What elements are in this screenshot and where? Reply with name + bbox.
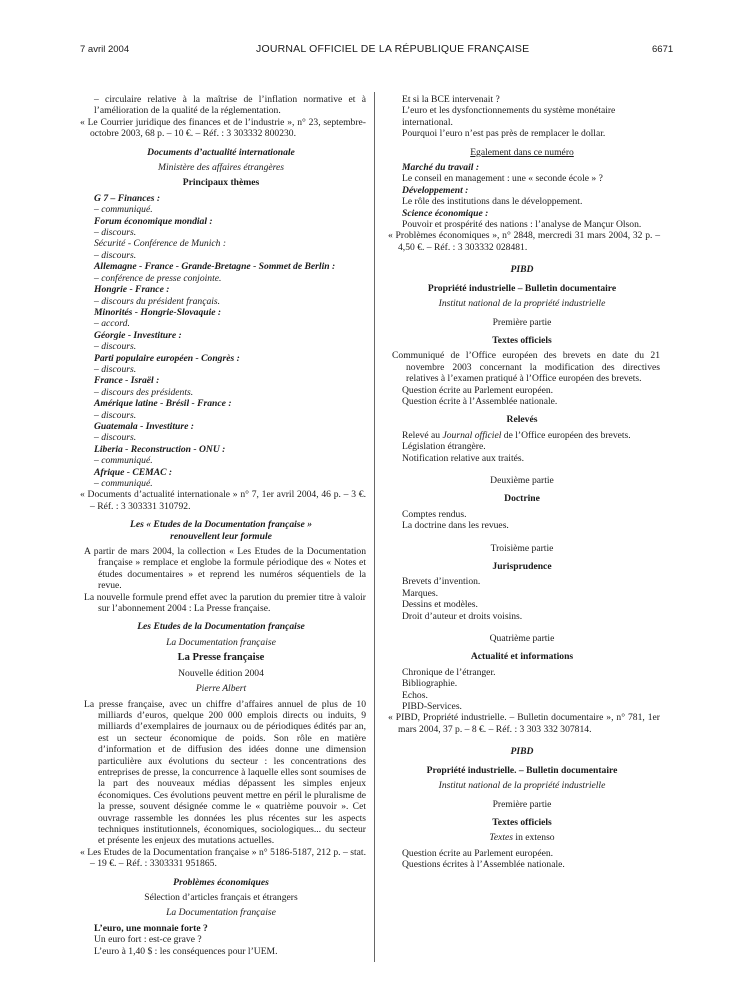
courrier-juridique-ref: « Le Courrier juridique des finances et de l’industrie », n° 23, septembre-octobre 2003, 68 p. – 10 €. – Réf. : 3 303332 800230. xyxy=(80,116,366,140)
part-label: Quatrième partie xyxy=(489,633,555,645)
also-item: Le conseil en management : une « seconde école » ? xyxy=(402,173,603,185)
pe-title: Problèmes économiques xyxy=(173,876,269,888)
theme-item: – conférence de presse conjointe. xyxy=(94,272,222,284)
releve-text: de l’Office européen des brevets. xyxy=(501,429,631,441)
also-title-item: Développement : xyxy=(402,184,469,196)
theme-title: Forum économique mondial : xyxy=(94,215,213,227)
etudes-paragraph-1: A partir de mars 2004, la collection « Les Etudes de la Documentation française » remplace et englobe la formule périodique des « Notes et études documentaires » et reprend les numéros séquentiels de la revue. xyxy=(84,546,366,592)
theme-title: Minorités - Hongrie-Slovaquie : xyxy=(94,306,222,318)
pibd-label: PIBD xyxy=(510,264,534,276)
part-label: Troisième partie xyxy=(490,542,554,554)
doctrine-item: La doctrine dans les revues. xyxy=(402,520,509,532)
juris-item: Brevets d’invention. xyxy=(402,576,481,588)
textes-title: Textes officiels xyxy=(492,816,552,828)
etudes-heading: Les Etudes de la Documentation française xyxy=(137,621,305,633)
pibd-label: PIBD xyxy=(510,746,534,758)
etudes-paragraph-2: La nouvelle formule prend effet avec la parution du premier titre à valoir sur l’abonnement 2004 : La Presse française. xyxy=(84,591,366,615)
pe-headline: L’euro, une monnaie forte ? xyxy=(94,922,208,934)
dai-ministry: Ministère des affaires étrangères xyxy=(157,162,285,174)
releves-title: Relevés xyxy=(506,414,538,426)
actu-item: Echos. xyxy=(402,689,428,701)
actu-item: Bibliographie. xyxy=(402,678,458,690)
theme-item: – communiqué. xyxy=(94,478,153,489)
issue-date: 7 avril 2004 xyxy=(80,44,130,55)
right-column xyxy=(384,94,660,871)
pibd-institute: Institut national de la propriété industrielle xyxy=(438,780,606,792)
also-item: Pouvoir et prospérité des nations : l’analyse de Mançur Olson. xyxy=(402,219,642,231)
pe-item: L’euro à 1,40 $ : les conséquences pour l’UEM. xyxy=(94,945,278,957)
theme-title: Afrique - CEMAC : xyxy=(94,466,173,478)
pe-selection: Sélection d’articles français et étrangers xyxy=(144,892,298,903)
pe-item: Pourquoi l’euro n’est pas près de remplacer le dollar. xyxy=(402,128,606,140)
textes-item: Communiqué de l’Office européen des brevets en date du 21 novembre 2003 concernant la modification des directives relatives à l’examen pratiqué à l’Office européen des brevets. xyxy=(392,350,660,385)
also-item: Le rôle des institutions dans le développement. xyxy=(402,196,583,208)
actu-item: Chronique de l’étranger. xyxy=(402,666,496,678)
textes-subtitle-rest: in extenso xyxy=(513,832,555,844)
pe-items-continued xyxy=(384,94,660,140)
themes-list xyxy=(76,193,366,490)
theme-item: – discours. xyxy=(94,249,137,261)
theme-title: Allemagne - France - Grande-Bretagne - Sommet de Berlin : xyxy=(94,261,336,273)
also-title-item: Science économique : xyxy=(402,207,489,219)
theme-item: – discours. xyxy=(94,227,137,239)
part-label: Deuxième partie xyxy=(490,474,554,486)
releve-item: Législation étrangère. xyxy=(402,441,486,453)
dai-title: Documents d’actualité internationale xyxy=(147,146,295,158)
pibd-ref: « PIBD, Propriété industrielle. – Bulletin documentaire », n° 781, 1er mars 2004, 37 p. – 8 €. – Réf. : 3 303 332 307814. xyxy=(388,712,660,735)
theme-title: Guatemala - Investiture : xyxy=(94,420,194,432)
theme-title: G 7 – Finances : xyxy=(94,192,161,204)
theme-item: – discours. xyxy=(94,341,137,353)
part-label: Première partie xyxy=(492,798,552,810)
also-title: Egalement dans ce numéro xyxy=(470,146,574,158)
textes-subtitle-ital: Textes xyxy=(489,832,514,844)
releve-text: Relevé au xyxy=(402,429,443,441)
theme-title: Géorgie - Investiture : xyxy=(94,329,182,341)
theme-item: – discours du président français. xyxy=(94,295,221,307)
textes-item: Question écrite au Parlement européen. xyxy=(402,384,554,396)
textes-subtitle xyxy=(384,832,660,843)
pibd-title: Propriété industrielle – Bulletin documentaire xyxy=(427,282,617,294)
juris-item: Marques. xyxy=(402,587,438,599)
theme-item: – communiqué. xyxy=(94,455,153,467)
pe-item: Et si la BCE intervenait ? xyxy=(402,94,500,105)
presse-author: Pierre Albert xyxy=(195,683,247,695)
column-divider xyxy=(374,92,375,962)
pe-item: Un euro fort : est-ce grave ? xyxy=(94,934,202,946)
presse-title: La Presse française xyxy=(177,652,265,664)
theme-item: – communiqué. xyxy=(94,204,153,216)
textes-item: Questions écrites à l’Assemblée nationale. xyxy=(402,859,565,871)
releve-item xyxy=(384,430,660,441)
theme-item: – discours. xyxy=(94,432,137,444)
theme-item: – discours. xyxy=(94,409,137,421)
pe-ref: « Problèmes économiques », n° 2848, mercredi 31 mars 2004, 32 p. – 4,50 €. – Réf. : 3 303332 028481. xyxy=(388,230,660,253)
page-number: 6671 xyxy=(652,44,674,55)
actu-item: PIBD-Services. xyxy=(402,701,462,713)
theme-title: Liberia - Reconstruction - ONU : xyxy=(94,443,226,455)
etudes-publisher: La Documentation française xyxy=(166,636,276,648)
theme-title: France - Israël : xyxy=(94,375,160,387)
left-column xyxy=(76,94,366,957)
theme-item: – accord. xyxy=(94,318,130,330)
theme-item: – discours des présidents. xyxy=(94,386,194,398)
dai-themes-title: Principaux thèmes xyxy=(182,177,260,189)
pe-item: L’euro et les dysfonctionnements du système monétaire international. xyxy=(402,105,616,128)
actu-title: Actualité et informations xyxy=(470,651,574,663)
theme-title: Amérique latine - Brésil - France : xyxy=(94,398,232,410)
page-header xyxy=(0,44,748,58)
juris-item: Droit d’auteur et droits voisins. xyxy=(402,610,523,622)
also-list xyxy=(384,162,660,230)
pibd-title: Propriété industrielle. – Bulletin documentaire xyxy=(426,764,618,776)
also-title-item: Marché du travail : xyxy=(402,162,480,174)
doctrine-item: Comptes rendus. xyxy=(402,508,467,520)
theme-title: Sécurité - Conférence de Munich : xyxy=(94,238,227,250)
pe-publisher: La Documentation française xyxy=(166,907,276,919)
presse-body: La presse française, avec un chiffre d’affaires annuel de plus de 10 milliards d’euros, quelque 200 000 emplois directs ou induits, 9 milliards d’exemplaires de journaux ou de périodiques édités par an, est un secteur économique de poids. Son rôle en matière d’information et de diffusion des idées donne une dimension particulière aux évolutions du secteur : les concentrations des entreprises de presse, la concurrence à laquelle elles sont soumises de la part des nouveaux médias dépassent les simples enjeux économiques. Ces évolutions peuvent mettre en péril le pluralisme de la presse, souvent désignée comme le « quatrième pouvoir ». Cet ouvrage rassemble les données les plus récentes sur les aspects techniques institutionnels, économiques, sociologiques... du secteur et présente les enjeux des mutations actuelles. xyxy=(84,698,366,847)
etudes-announce-title: Les « Etudes de la Documentation française » renouvellent leur formule xyxy=(129,519,312,542)
theme-item: – discours. xyxy=(94,363,137,375)
juris-item: Dessins et modèles. xyxy=(402,599,478,611)
part-label: Première partie xyxy=(492,316,552,328)
juris-title: Jurisprudence xyxy=(492,561,552,572)
presse-ref: « Les Etudes de la Documentation française » n° 5186-5187, 212 p. – stat. – 19 €. – Réf. : 3303331 951865. xyxy=(80,846,366,870)
releve-item: Notification relative aux traités. xyxy=(402,452,525,464)
releve-journal: Journal officiel xyxy=(442,429,502,441)
textes-title: Textes officiels xyxy=(492,334,552,346)
theme-title: Hongrie - France : xyxy=(94,284,170,296)
theme-title: Parti populaire européen - Congrès : xyxy=(94,352,240,364)
textes-item: Question écrite à l’Assemblée nationale. xyxy=(402,395,558,407)
intro-circular: – circulaire relative à la maîtrise de l’inflation normative et à l’amélioration de la qualité de la réglementation. xyxy=(94,94,366,117)
textes-item: Question écrite au Parlement européen. xyxy=(402,847,554,859)
journal-title: JOURNAL OFFICIEL DE LA RÉPUBLIQUE FRANÇAISE xyxy=(256,43,530,55)
pibd-institute: Institut national de la propriété industrielle xyxy=(438,298,606,310)
dai-ref: « Documents d’actualité internationale » n° 7, 1er avril 2004, 46 p. – 3 €. – Réf. : 3 303331 310792. xyxy=(80,489,366,512)
doctrine-title: Doctrine xyxy=(504,493,540,505)
presse-edition: Nouvelle édition 2004 xyxy=(178,667,264,679)
